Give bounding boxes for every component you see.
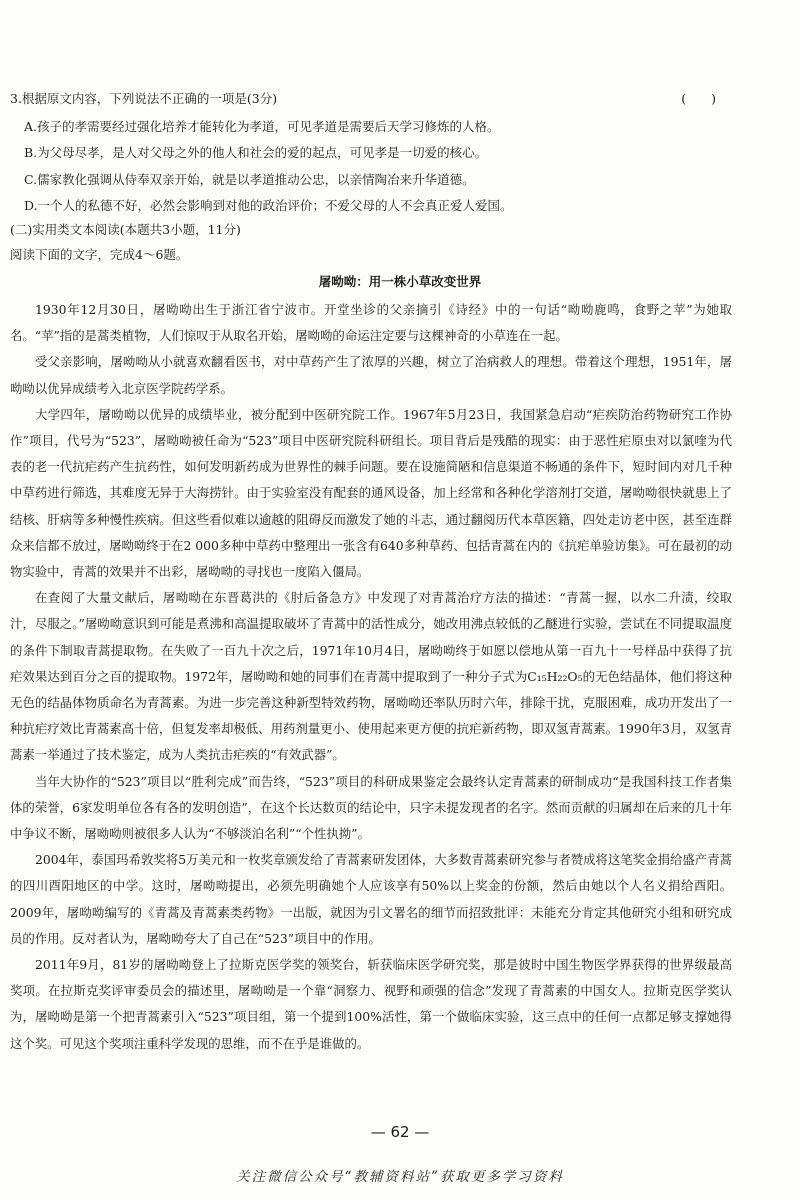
article-paragraph: 受父亲影响，屠呦呦从小就喜欢翻看医书，对中草药产生了浓厚的兴趣，树立了治病救人的理想。带着这个理想，1951年，屠呦呦以优异成绩考入北京医学院药学系。 (10, 354, 732, 396)
section-heading: (二)实用类文本阅读(本题共3小题，11分) (10, 222, 241, 237)
page-number: — 62 — (370, 1123, 430, 1141)
article-body (10, 297, 732, 1057)
article-paragraph: 大学四年，屠呦呦以优异的成绩毕业，被分配到中医研究院工作。1967年5月23日，我国紧急启动“疟疾防治药物研究工作协作”项目，代号为“523”，屠呦呦被任命为“523”项目中医研究院科研组长。项目背后是残酷的现实：由于恶性疟原虫对以氯喹为代表的老一代抗疟药产生抗药性，如何发明新药成为世界性的棘手问题。要在设施简陋和信息渠道不畅通的条件下，短时间内对几千种中草药进行筛选，其难度无异于大海捞针。由于实验室没有配套的通风设备，加上经常和各种化学溶剂打交道，屠呦呦很快就患上了结核、肝病等多种慢性疾病。但这些看似难以逾越的阻碍反而激发了她的斗志，通过翻阅历代本草医籍，四处走访老中医，甚至连群众来信都不放过，屠呦呦终于在2 000多种中草药中整理出一张含有640多种草药、包括青蒿在内的《抗疟单验访集》。可在最初的动物实验中，青蒿的效果并不出彩，屠呦呦的寻找也一度陷入僵局。 (10, 406, 733, 580)
article-paragraph: 在查阅了大量文献后，屠呦呦在东晋葛洪的《肘后备急方》中发现了对青蒿治疗方法的描述：“青蒿一握，以水二升渍，绞取汁，尽服之。”屠呦呦意识到可能是煮沸和高温提取破坏了青蒿中的活性成分，她改用沸点较低的乙醚进行实验，尝试在不同提取温度的条件下制取青蒿提取物。在失败了一百九十次之后，1971年10月4日，屠呦呦终于如愿以偿地从第一百九十一号样品中获得了抗疟效果达到百分之百的提取物。1972年，屠呦呦和她的同事们在青蒿中提取到了一种分子式为C₁₅H₂₂O₅的无色结晶体，他们将这种无色的结晶体物质命名为青蒿素。为进一步完善这种新型特效药物，屠呦呦还率队历时六年，排除干扰，克服困难，成功开发出了一种抗疟疗效比青蒿素高十倍，但复发率却极低、用药剂量更小、使用起来更方便的抗疟新药物，即双氢青蒿素。1990年3月，双氢青蒿素一举通过了技术鉴定，成为人类抗击疟疾的“有效武器”。 (10, 590, 732, 763)
option-b: B.为父母尽孝，是人对父母之外的他人和社会的爱的起点，可见孝是一切爱的核心。 (24, 145, 488, 161)
question-stem: 3.根据原文内容，下列说法不正确的一项是(3分) (10, 91, 278, 106)
article-paragraph: 1930年12月30日，屠呦呦出生于浙江省宁波市。开堂坐诊的父亲摘引《诗经》中的一句话“呦呦鹿鸣，食野之苹”为她取名。“苹”指的是蒿类植物，人们惊叹于从取名开始，屠呦呦的命运注定要与这棵神奇的小草连在一起。 (10, 302, 732, 344)
option-d: D.一个人的私德不好，必然会影响到对他的政治评价；不爱父母的人不会真正爱人爱国。 (24, 197, 513, 213)
article-title: 屠呦呦：用一株小草改变世界 (318, 274, 482, 289)
reading-instruction: 阅读下面的文字，完成4～6题。 (10, 247, 189, 262)
option-c: C.儒家教化强调从侍奉双亲开始，就是以孝道推动公忠，以亲情陶冶来升华道德。 (24, 171, 475, 187)
option-a: A.孩子的孝需要经过强化培养才能转化为孝道，可见孝道是需要后天学习修炼的人格。 (24, 119, 500, 134)
article-paragraph: 当年大协作的“523”项目以“胜利完成”而告终，“523”项目的科研成果鉴定会最终认定青蒿素的研制成功“是我国科技工作者集体的荣誉，6家发明单位各有各的发明创造”，在这个长达数页的结论中，只字未提发现者的名字。然而贡献的归属却在后来的几十年中争议不断，屠呦呦则被很多人认为“不够淡泊名利”“个性执拗”。 (10, 773, 732, 842)
question-options (24, 114, 714, 219)
footer-note: 关注微信公众号“教辅资料站”获取更多学习资料 (236, 1169, 564, 1185)
article-paragraph: 2011年9月，81岁的屠呦呦登上了拉斯克医学奖的领奖台，斩获临床医学研究奖，那是彼时中国生物医学界获得的世界级最高奖项。在拉斯克奖评审委员会的描述里，屠呦呦是一个靠“洞察力、视野和顽强的信念”发现了青蒿素的中国女人。拉斯克医学奖认为，屠呦呦是第一个把青蒿素引入“523”项目组，第一个提到100%活性，第一个做临床实验，这三点中的任何一点都足够支撑她得这个奖。可见这个奖项注重科学发现的思维，而不在乎是谁做的。 (10, 957, 732, 1051)
question-3 (10, 88, 730, 110)
article-paragraph: 2004年，泰国玛希敦奖将5万美元和一枚奖章颁发给了青蒿素研发团体，大多数青蒿素研究参与者赞成将这笔奖金捐给盛产青蒿的四川酉阳地区的中学。这时，屠呦呦提出，必须先明确她个人应该享有50%以上奖金的份额，然后由她以个人名义捐给酉阳。2009年，屠呦呦编写的《青蒿及青蒿素类药物》一出版，就因为引文署名的细节而招致批评：未能充分肯定其他研究小组和研究成员的作用。反对者认为，屠呦呦夸大了自己在“523”项目中的作用。 (10, 852, 732, 946)
answer-blank: ( ) (681, 91, 716, 106)
